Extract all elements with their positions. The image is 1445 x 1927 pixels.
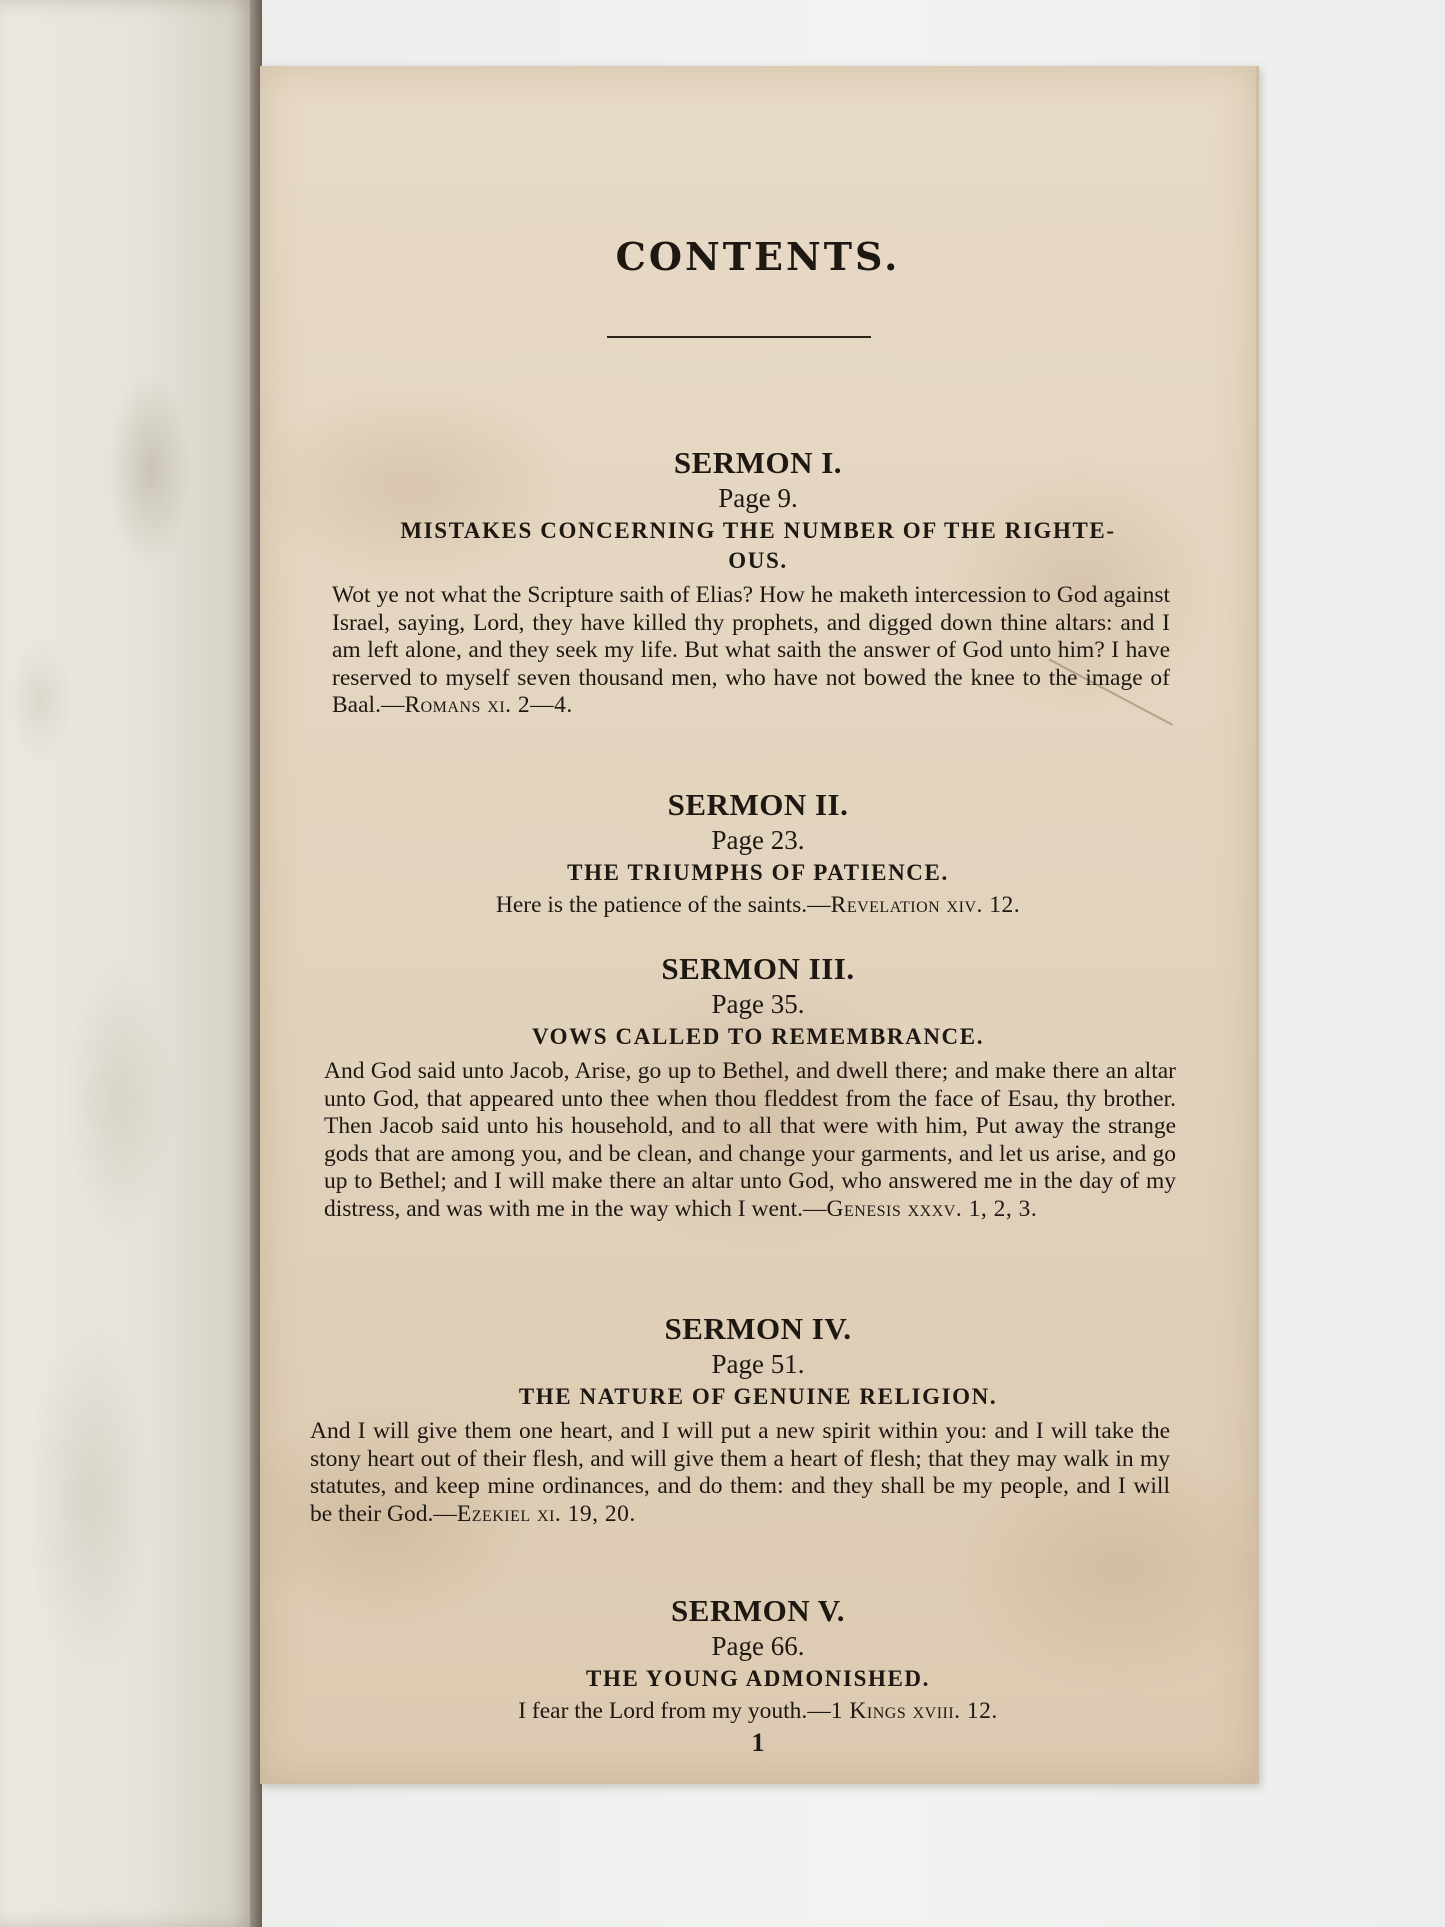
sermon-page-ref: Page 66.	[711, 1631, 805, 1661]
sermon-scripture-text	[320, 1698, 1196, 1726]
sermon-entry-1	[260, 444, 1256, 720]
sermon-title: THE NATURE OF GENUINE RELIGION.	[518, 1384, 998, 1409]
sermon-title: THE YOUNG ADMONISHED.	[586, 1666, 930, 1691]
sermon-heading: SERMON III.	[661, 951, 855, 986]
sermon-scripture-text	[310, 1418, 1170, 1528]
sermon-scripture-text	[332, 582, 1170, 720]
scripture-quote: Here is the patience of the saints.—	[495, 892, 831, 918]
sermon-page-ref: Page 23.	[711, 825, 805, 855]
sermon-heading: SERMON II.	[667, 787, 849, 822]
scripture-reference: Ezekiel xi. 19, 20.	[456, 1500, 636, 1527]
scripture-reference: Romans xi. 2—4.	[404, 692, 573, 719]
title-rule	[607, 336, 871, 338]
sermon-title: VOWS CALLED TO REMEMBRANCE.	[531, 1024, 985, 1049]
sermon-entry-5	[260, 1592, 1256, 1726]
scripture-reference: Genesis xxxv. 1, 2, 3.	[826, 1195, 1038, 1222]
page-number: 1	[751, 1728, 765, 1757]
sermon-heading: SERMON V.	[671, 1593, 845, 1628]
scripture-quote: And God said unto Jacob, Arise, go up to Bethel, and dwell there; and make there an altar unto God, that appeared unto thee when thou fleddest from the face of Esau, thy brother. Then Jacob said unto his household, and to all that were with him, Put away the strange gods that are among you, and be clean, and change your garments, and let us arise, and go up to Bethel; and I will make there an altar unto God, who answered me in the day of my distress, and was with me in the way which I went.—	[324, 1058, 1176, 1222]
facing-blank-page	[0, 0, 262, 1927]
contents-page	[260, 66, 1259, 1784]
sermon-title: MISTAKES CONCERNING THE NUMBER OF THE RIGHTE-	[400, 518, 1116, 543]
sermon-scripture-text	[320, 892, 1196, 920]
sermon-page-ref: Page 9.	[718, 483, 798, 513]
sermon-page-ref: Page 35.	[711, 989, 805, 1019]
scripture-reference: Revelation xiv. 12.	[830, 892, 1021, 918]
scripture-quote: Wot ye not what the Scripture saith of Elias? How he maketh intercession to God against Israel, saying, Lord, they have killed thy prophets, and digged down thine altars: and I am left alone, and they seek my life. But what saith the answer of God unto him? I have reserved to myself seven thousand men, who have not bowed the knee to the image of Baal.—	[332, 582, 1170, 719]
scripture-quote: And I will give them one heart, and I will put a new spirit within you: and I will take the stony heart out of their flesh, and will give them a heart of flesh; that they may walk in my statutes, and keep mine ordinances, and do them: and they shall be my people, and I will be their God.—	[310, 1418, 1170, 1527]
sermon-entry-3	[260, 950, 1256, 1224]
sermon-heading: SERMON I.	[673, 445, 843, 480]
sermon-entry-4	[260, 1310, 1256, 1528]
scripture-reference: 1 Kings xviii. 12.	[830, 1698, 998, 1724]
scripture-quote: I fear the Lord from my youth.—	[518, 1698, 831, 1724]
sermon-scripture-text	[324, 1058, 1176, 1224]
sermon-page-ref: Page 51.	[711, 1349, 805, 1379]
page-title: CONTENTS.	[615, 234, 901, 279]
sermon-title: THE TRIUMPHS OF PATIENCE.	[567, 860, 949, 885]
sermon-title-continued: OUS.	[728, 548, 788, 573]
sermon-heading: SERMON IV.	[664, 1311, 852, 1346]
sermon-entry-2	[260, 786, 1256, 920]
